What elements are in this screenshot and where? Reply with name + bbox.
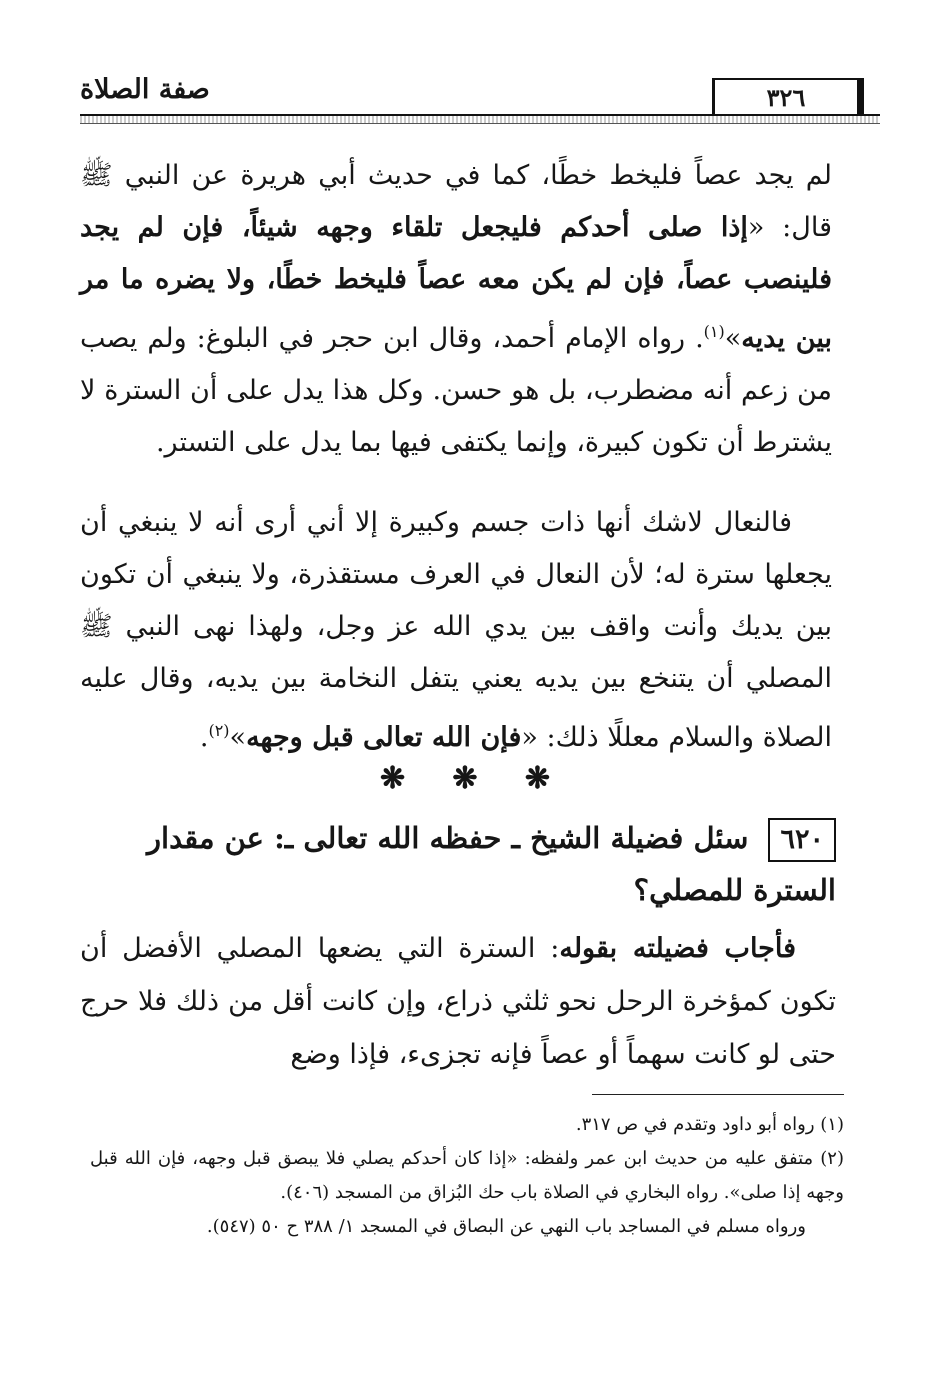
answer-lead: فأجاب فضيلته بقوله [559, 933, 796, 964]
text-run: فالنعال لاشك أنها ذات جسم وكبيرة إلا أني أرى أنه لا ينبغي أن يجعلها سترة له؛ لأن النعال في العرف مستقذرة، ولا ينبغي أن تكون بين يديك وأنت واقف بين يدي الله عز وجل، ولهذا نهى النبي ﷺ المصلي أن يتنخع بين يديه يعني يتفل النخامة بين يديه، وقال عليه الصلاة والسلام معللًا ذلك: « [80, 507, 832, 753]
footnote-ref-1: (١) [703, 322, 725, 341]
text-run: » [229, 722, 247, 753]
header-rule [80, 114, 880, 124]
footnote-1: (١) رواه أبو داود وتقدم في ص ٣١٧. [575, 1114, 844, 1135]
body-text [80, 150, 832, 764]
running-title: صفة الصلاة [80, 74, 210, 105]
footnote-2-continuation: ورواه مسلم في المساجد باب النهي عن البصاق في المسجد ١/ ٣٨٨ ح ٥٠ (٥٤٧). [206, 1216, 806, 1237]
footnotes [90, 1108, 844, 1244]
paragraph-2 [80, 497, 832, 764]
question-number: ٦٢٠ [768, 818, 836, 862]
footnote-ref-2: (٢) [208, 721, 230, 740]
text-run: » [724, 323, 742, 354]
answer-text: : السترة التي يضعها المصلي الأفضل أن تكون كمؤخرة الرحل نحو ثلثي ذراع، وإن كانت أقل من ذلك فلا حرج حتى لو كانت سهماً أو عصاً فإنه تجزىء، فإذا وضع [80, 933, 836, 1070]
text-run: . [199, 722, 209, 753]
section-separator [380, 758, 550, 798]
paragraph-1 [80, 150, 832, 469]
star-ornament: ❋ [524, 760, 550, 796]
footnote-2: (٢) متفق عليه من حديث ابن عمر ولفظه: «إذا كان أحدكم يصلي فلا يبصق قبل وجهه، فإن الله قبل وجهه إذا صلى». رواه البخاري في الصلاة باب حك البُزاق من المسجد (٤٠٦). [90, 1148, 844, 1203]
page-number: ٣٢٦ [712, 78, 864, 114]
answer-block [80, 922, 836, 1081]
text-run: لم يجد عصاً فليخط خطًا، كما في حديث أبي هريرة عن النبي ﷺ قال: « [80, 160, 832, 243]
text-run: . رواه الإمام أحمد، وقال ابن حجر في البلوغ: ولم يصب من زعم أنه مضطرب، بل هو حسن. وكل هذا يدل على أن السترة لا يشترط أن تكون كبيرة، وإنما يكتفى فيها بما يدل على التستر. [80, 323, 832, 458]
star-ornament: ❋ [380, 760, 406, 796]
page-header [80, 74, 850, 130]
star-ornament: ❋ [452, 760, 478, 796]
question-block [80, 812, 836, 916]
hadith-quote: فإن الله تعالى قبل وجهه [246, 722, 522, 753]
hadith-quote: إذا صلى أحدكم فليجعل تلقاء وجهه شيئاً، فإن لم يجد فلينصب عصاً، فإن لم يكن معه عصاً فليخط خطًا، ولا يضره ما مر بين يديه [80, 212, 832, 354]
footnote-rule [592, 1094, 844, 1095]
question-text: سئل فضيلة الشيخ ـ حفظه الله تعالى ـ: عن مقدار السترة للمصلي؟ [147, 821, 836, 907]
